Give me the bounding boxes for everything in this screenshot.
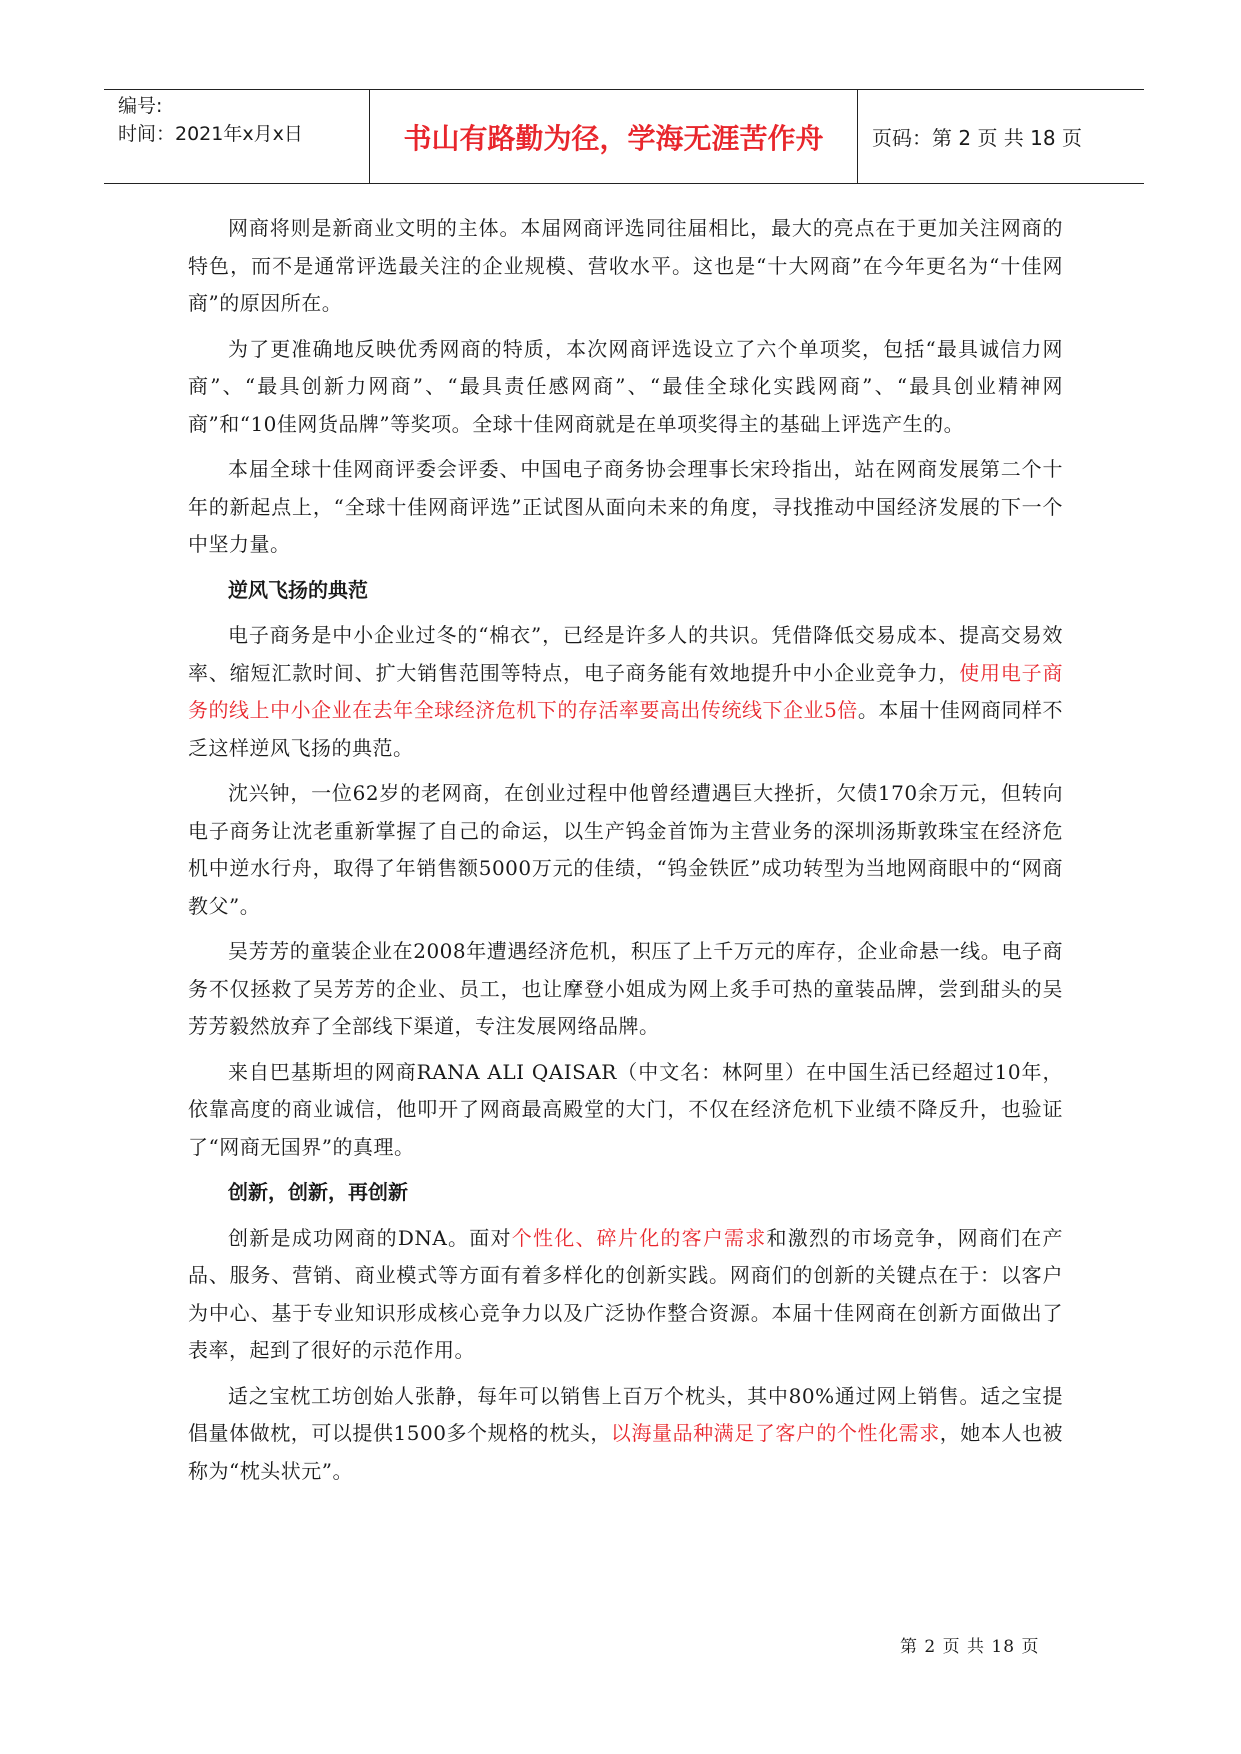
body-paragraph (188, 1054, 1063, 1167)
motto-text: 书山有路勤为径，学海无涯苦作舟 (403, 121, 824, 155)
section-heading (188, 572, 1063, 610)
paragraph-text: 为了更准确地反映优秀网商的特质，本次网商评选设立了六个单项奖，包括“最具诚信力网商”、“最具创新力网商”、“最具责任感网商”、“最佳全球化实践网商”、“最具创业精神网商”和“10佳网货品牌”等奖项。全球十佳网商就是在单项奖得主的基础上评选产生的。 (188, 336, 1063, 436)
highlighted-text: 以海量品种满足了客户的个性化需求 (610, 1421, 940, 1445)
body-paragraph (188, 1220, 1063, 1370)
paragraph-text: 网商将则是新商业文明的主体。本届网商评选同往届相比，最大的亮点在于更加关注网商的特色，而不是通常评选最关注的企业规模、营收水平。这也是“十大网商”在今年更名为“十佳网商”的原因所在。 (188, 216, 1063, 315)
section-heading (188, 1174, 1063, 1212)
paragraph-text: 创新，创新，再创新 (228, 1180, 408, 1204)
page-footer: 第 2 页 共 18 页 (900, 1637, 1040, 1657)
paragraph-text: 电子商务是中小企业过冬的“棉衣”，已经是许多人的共识。凭借降低交易成本、提高交易效率、缩短汇款时间、扩大销售范围等特点，电子商务能有效地提升中小企业竞争力， (188, 623, 1063, 685)
body-paragraph (188, 331, 1063, 444)
page-header (104, 89, 1144, 184)
document-body (188, 210, 1063, 1498)
paragraph-text: 逆风飞扬的典范 (228, 577, 368, 602)
number-label: 编号: (118, 95, 163, 117)
body-paragraph (188, 1378, 1063, 1491)
highlighted-text: 个性化、碎片化的客户需求 (511, 1225, 767, 1250)
body-paragraph (188, 933, 1063, 1046)
paragraph-text: 和激烈的市场竞争，网商们在产品、服务、营销、商业模式等方面有着多样化的创新实践。网商们的创新的关键点在于：以客户为中心、基于专业知识形成核心竞争力以及广泛协作整合资源。本届十佳网商在创新方面做出了表率，起到了很好的示范作用。 (188, 1225, 1064, 1362)
paragraph-text: 适之宝枕工坊创始人张静，每年可以销售上百万个枕头，其中80%通过网上销售。适之宝提倡量体做枕，可以提供1500多个规格的枕头， (188, 1383, 1063, 1445)
body-paragraph (188, 210, 1063, 323)
page-label-cell (858, 90, 1144, 183)
paragraph-text: 沈兴钟，一位62岁的老网商，在创业过程中他曾经遭遇巨大挫折，欠债170余万元，但转向电子商务让沈老重新掌握了自己的命运，以生产钨金首饰为主营业务的深圳汤斯敦珠宝在经济危机中逆水行舟，取得了年销售额5000万元的佳绩，“钨金铁匠”成功转型为当地网商眼中的“网商教父”。 (188, 781, 1063, 918)
paragraph-text: 创新是成功网商的DNA。面对 (228, 1225, 512, 1250)
header-left-cell (104, 90, 370, 183)
page-label: 页码：第 2 页 共 18 页 (872, 126, 1082, 150)
highlighted-text: 使用电子商务的线上中小企业在去年全球经济危机下的存活率要高出传统线下企业5倍 (188, 660, 1064, 722)
paragraph-text: 。本届十佳网商同样不乏这样逆风飞扬的典范。 (188, 698, 1063, 760)
time-label: 时间：2021年x月x日 (118, 123, 303, 145)
paragraph-text: 来自巴基斯坦的网商RANA ALI QAISAR（中文名：林阿里）在中国生活已经超过10年，依靠高度的商业诚信，他叩开了网商最高殿堂的大门，不仅在经济危机下业绩不降反升，也验证了“网商无国界”的真理。 (188, 1059, 1063, 1159)
body-paragraph (188, 617, 1063, 767)
body-paragraph (188, 775, 1063, 925)
paragraph-text: 吴芳芳的童装企业在2008年遭遇经济危机，积压了上千万元的库存，企业命悬一线。电子商务不仅拯救了吴芳芳的企业、员工，也让摩登小姐成为网上炙手可热的童装品牌，尝到甜头的吴芳芳毅然放弃了全部线下渠道，专注发展网络品牌。 (188, 939, 1063, 1038)
paragraph-text: ，她本人也被称为“枕头状元”。 (188, 1421, 1064, 1483)
motto-cell (370, 90, 858, 183)
paragraph-text: 本届全球十佳网商评委会评委、中国电子商务协会理事长宋玲指出，站在网商发展第二个十年的新起点上，“全球十佳网商评选”正试图从面向未来的角度，寻找推动中国经济发展的下一个中坚力量。 (188, 457, 1063, 556)
body-paragraph (188, 451, 1063, 564)
